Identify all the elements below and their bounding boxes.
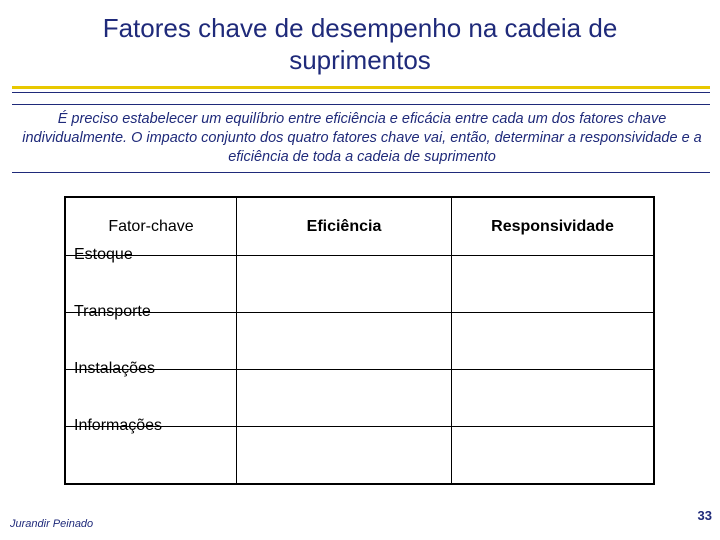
title-divider-gold: [12, 86, 710, 89]
row-label-estoque: Estoque: [74, 246, 133, 263]
header-label-efficiency: Eficiência: [306, 217, 382, 235]
responsiveness-cell: [452, 256, 655, 313]
title-divider-navy: [12, 92, 710, 93]
header-cell-efficiency: [237, 197, 452, 256]
header-label-responsiveness: Responsividade: [491, 217, 614, 235]
table-row: [65, 256, 654, 313]
page-number: 33: [697, 508, 712, 523]
intro-bottom-rule: [12, 172, 710, 173]
row-label-informacoes: Informações: [74, 417, 163, 434]
key-factors-table: [64, 196, 655, 485]
row-label-cell: [65, 417, 237, 485]
table-header-row: [65, 197, 654, 256]
header-label-factor: Fator-chave: [108, 217, 194, 235]
efficiency-cell: [237, 313, 452, 370]
intro-text: É preciso estabelecer um equilíbrio entre eficiência e eficácia entre cada um dos fatores chave individualmente. O impacto conjunto dos quatro fatores chave vai, então, determinar a responsividade e a eficiência de toda a cadeia de suprimento: [22, 111, 702, 165]
author-footer: Jurandir Peinado: [10, 518, 94, 530]
responsiveness-cell: [452, 370, 655, 427]
intro-top-rule: [12, 104, 710, 105]
efficiency-cell: [237, 370, 452, 427]
efficiency-cell: [237, 256, 452, 313]
header-cell-responsiveness: [452, 197, 655, 256]
responsiveness-cell: [452, 427, 655, 485]
slide-title: Fatores chave de desempenho na cadeia de suprimentos: [102, 13, 618, 75]
table-row: [65, 427, 654, 485]
row-label-instalacoes: Instalações: [74, 360, 155, 377]
row-label-transporte: Transporte: [74, 303, 151, 320]
responsiveness-cell: [452, 313, 655, 370]
efficiency-cell: [237, 427, 452, 485]
